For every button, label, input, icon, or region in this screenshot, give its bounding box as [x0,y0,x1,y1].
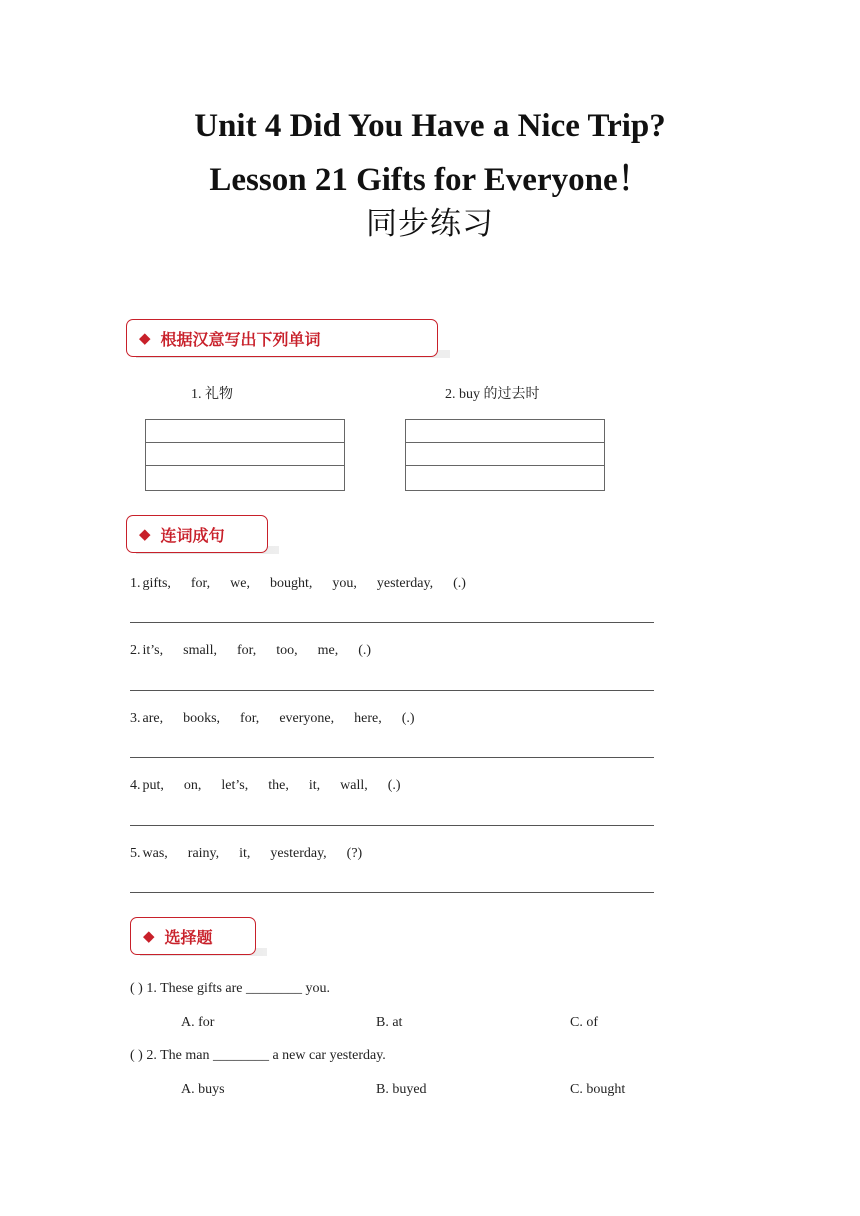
choice-option-2a[interactable]: A. buys [181,1082,225,1097]
answer-line-2[interactable] [130,690,654,691]
choice-option-1a[interactable]: A. for [181,1015,215,1030]
choice-option-1b[interactable]: B. at [376,1015,403,1030]
sentence-item-3: 3. are, books, for, everyone, here, (.) [130,711,415,726]
choice-option-2c[interactable]: C. bought [570,1082,626,1097]
section-title: 选择题 [164,927,213,947]
choice-question-2: ( ) 2. The man ________ a new car yesterday. [130,1048,386,1063]
answer-line-3[interactable] [130,757,654,758]
section-title: 根据汉意写出下列单词 [160,329,321,349]
answer-line-4[interactable] [130,825,654,826]
writing-line [146,466,344,489]
section-title: 连词成句 [160,525,225,545]
writing-line [406,420,604,443]
writing-line [146,443,344,466]
sentence-item-1: 1. gifts, for, we, bought, you, yesterday, (.) [130,576,466,591]
diamond-icon: ◆ [143,927,155,945]
sentence-item-2: 2. it’s, small, for, too, me, (.) [130,643,372,658]
section-header-sentences [126,515,268,553]
sentence-item-5: 5. was, rainy, it, yesterday, (?) [130,846,363,861]
vocab-prompt-2: 2. buy 的过去时 [445,387,540,402]
section-header-choice [130,917,256,955]
writing-line [406,443,604,466]
writing-line [146,420,344,443]
answer-line-1[interactable] [130,622,654,623]
vocab-prompt-1: 1. 礼物 [191,387,233,402]
writing-line [406,466,604,489]
choice-option-1c[interactable]: C. of [570,1015,598,1030]
choice-option-2b[interactable]: B. buyed [376,1082,427,1097]
writing-box-1[interactable] [145,419,345,491]
answer-line-5[interactable] [130,892,654,893]
title-practice: 同步练习 [366,206,494,242]
title-lesson: Lesson 21 Gifts for Everyone！ [209,162,651,198]
section-header-vocab [126,319,438,357]
sentence-item-4: 4. put, on, let’s, the, it, wall, (.) [130,778,401,793]
writing-box-2[interactable] [405,419,605,491]
diamond-icon: ◆ [139,525,151,543]
diamond-icon: ◆ [139,329,151,347]
title-unit: Unit 4 Did You Have a Nice Trip? [194,108,666,144]
choice-question-1: ( ) 1. These gifts are ________ you. [130,981,330,996]
